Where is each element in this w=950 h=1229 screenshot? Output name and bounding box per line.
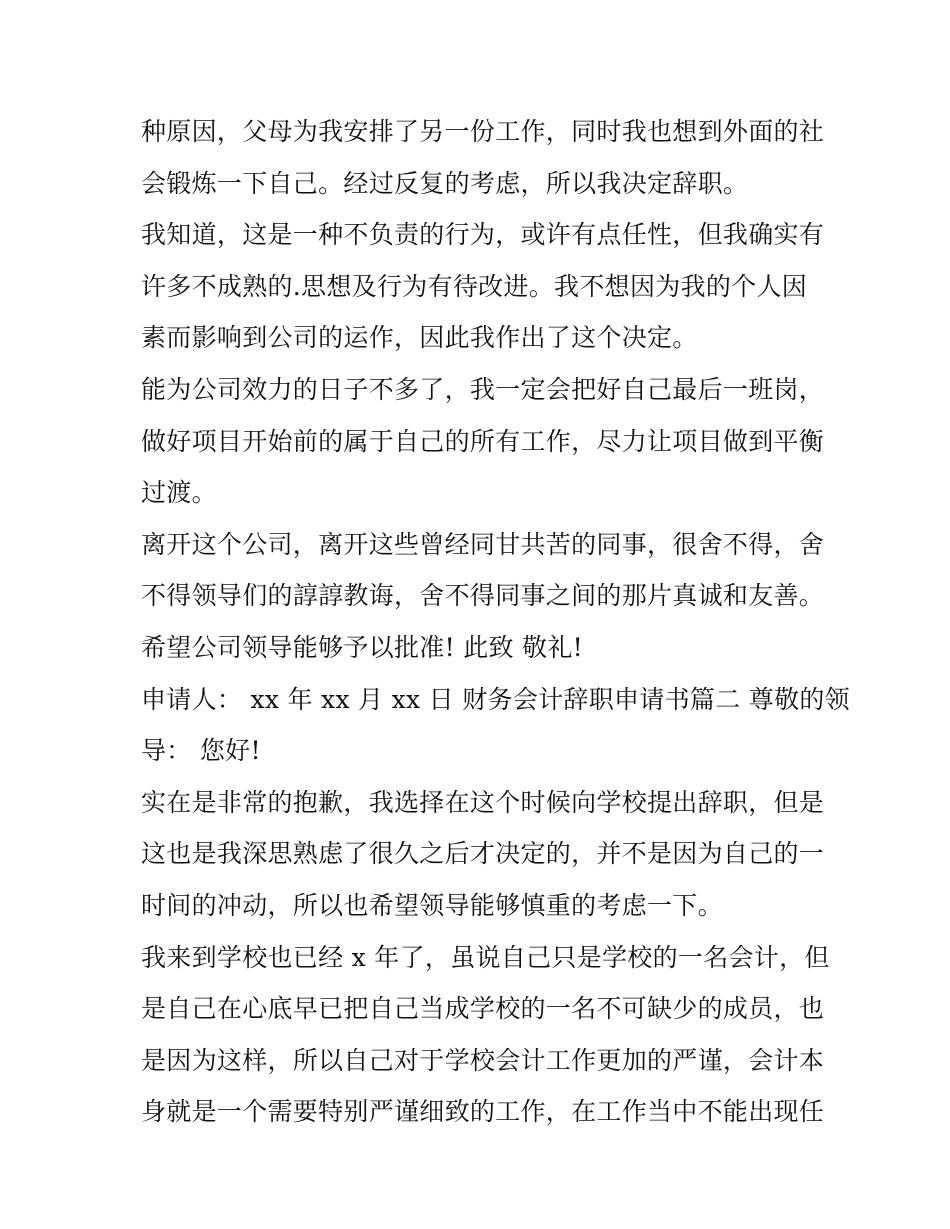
text-line: 实在是非常的抱歉，我选择在这个时候向学校提出辞职，但是: [141, 787, 825, 817]
text-line: 是自己在心底早已把自己当成学校的一名不可缺少的成员，也: [141, 994, 825, 1024]
text-line: 许多不成熟的.思想及行为有待改进。我不想因为我的个人因: [141, 271, 808, 301]
text-line: 会锻炼一下自己。经过反复的考虑，所以我决定辞职。: [141, 168, 749, 198]
text-line: 种原因，父母为我安排了另一份工作，同时我也想到外面的社: [141, 117, 825, 146]
text-line: 身就是一个需要特别严谨细致的工作，在工作当中不能出现任: [141, 1097, 825, 1127]
text-line: 导： 您好!: [141, 736, 261, 766]
text-line: 我来到学校也已经 x 年了，虽说自己只是学校的一名会计，但: [141, 942, 830, 972]
text-line: 申请人： xx 年 xx 月 xx 日 财务会计辞职申请书篇二 尊敬的领: [141, 684, 850, 714]
text-line: 素而影响到公司的运作，因此我作出了这个决定。: [141, 323, 698, 353]
text-line: 希望公司领导能够予以批准! 此致 敬礼!: [141, 632, 583, 662]
text-line: 时间的冲动，所以也希望领导能够慎重的考虑一下。: [141, 890, 723, 920]
text-line: 做好项目开始前的属于自己的所有工作，尽力让项目做到平衡: [141, 426, 825, 456]
document-body: [141, 106, 850, 1138]
text-line: 我知道，这是一种不负责的行为，或许有点任性，但我确实有: [141, 220, 825, 250]
text-line: 是因为这样，所以自己对于学校会计工作更加的严谨，会计本: [141, 1045, 825, 1075]
text-line: 这也是我深思熟虑了很久之后才决定的，并不是因为自己的一: [141, 839, 825, 869]
text-line: 离开这个公司，离开这些曾经同甘共苦的同事，很舍不得，舍: [141, 529, 825, 559]
text-line: 能为公司效力的日子不多了，我一定会把好自己最后一班岗，: [141, 374, 825, 404]
text-line: 不得领导们的諄諄教诲，舍不得同事之间的那片真诚和友善。: [141, 581, 825, 611]
text-line: 过渡。: [141, 478, 217, 508]
